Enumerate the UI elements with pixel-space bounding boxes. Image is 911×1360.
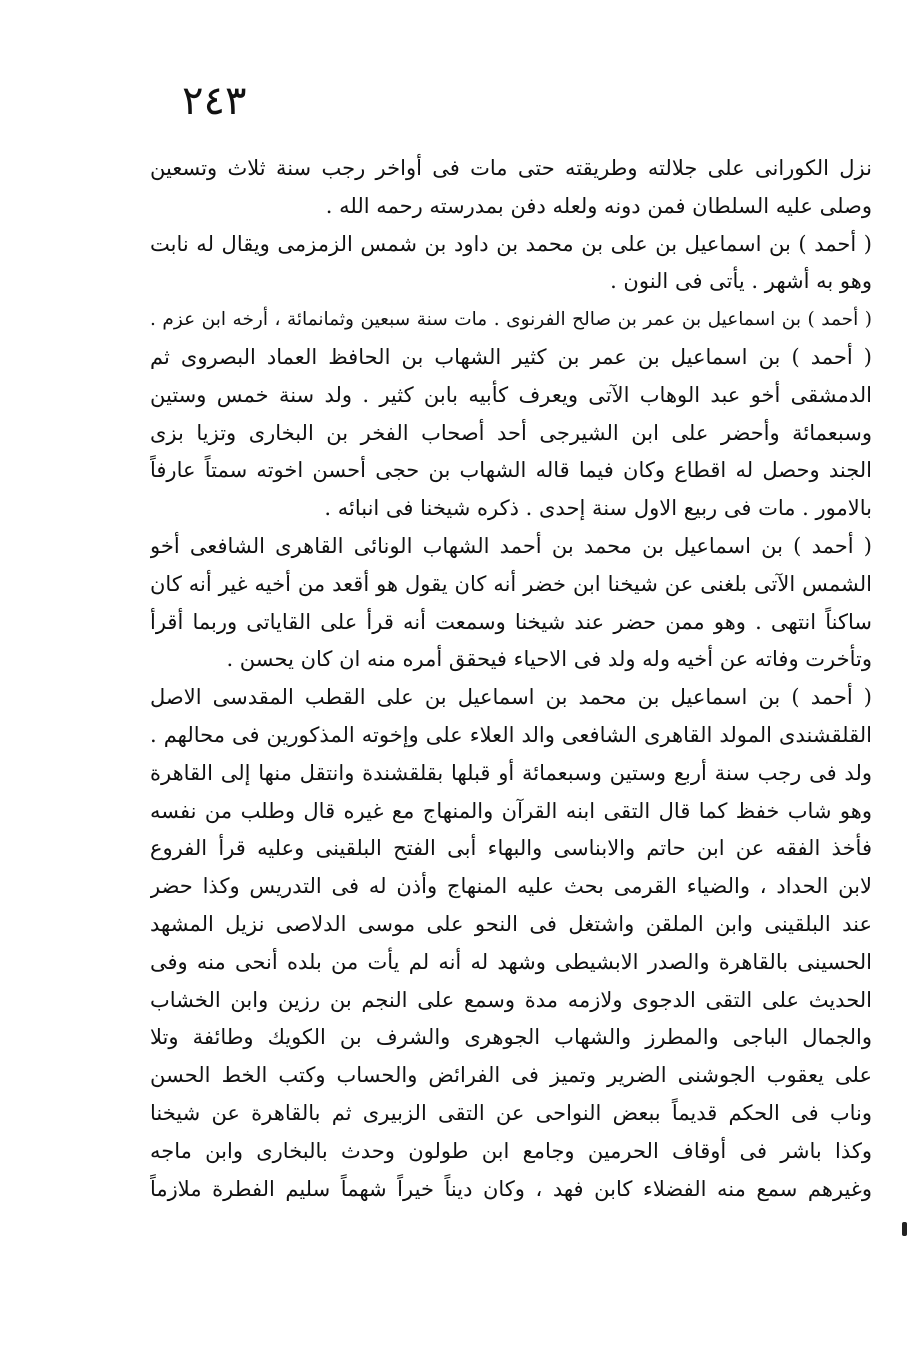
page-number: ٢٤٣ bbox=[182, 78, 247, 124]
text-line: وتأخرت وفاته عن أخيه وله ولد فى الاحياء فيحقق أمره منه ان كان يحسن . bbox=[226, 647, 872, 672]
text-line: القلقشندى المولد القاهرى الشافعى والد العلاء على وإخوته المذكورين فى محالهم . bbox=[150, 722, 872, 747]
text-line: لابن الحداد ، والضياء القرمى بحث عليه المنهاج وأذن له فى التدريس وكذا حضر bbox=[150, 874, 872, 899]
text-line: ( أحمد ) بن اسماعيل بن محمد بن أحمد الشهاب الونائى القاهرى الشافعى أخو bbox=[150, 533, 872, 558]
text-line: ولد فى رجب سنة أربع وستين وسبعمائة أو قبلها بقلقشندة وانتقل منها إلى القاهرة bbox=[150, 760, 872, 785]
text-line: وهو به أشهر . يأتى فى النون . bbox=[610, 269, 872, 294]
text-line: وغيرهم سمع منه الفضلاء كابن فهد ، وكان ديناً خيراً شهماً سليم الفطرة ملازماً bbox=[150, 1176, 872, 1201]
text-line: وسبعمائة وأحضر على ابن الشيرجى أحد أصحاب الفخر بن البخارى وتزيا بزى bbox=[150, 420, 872, 445]
text-line: الحديث على التقى الدجوى ولازمه مدة وسمع على النجم بن رزين وابن الخشاب bbox=[150, 987, 872, 1012]
margin-ink-mark bbox=[902, 1222, 907, 1236]
text-line: وكذا باشر فى أوقاف الحرمين وجامع ابن طولون وحدث بالبخارى وابن ماجه bbox=[150, 1138, 872, 1163]
text-line: ( أحمد ) بن اسماعيل بن عمر بن صالح الفرنوى . مات سنة سبعين وثمانمائة ، أرخه ابن عزم . bbox=[150, 309, 872, 331]
text-line: وهو شاب خفظ كما قال التقى ابنه القرآن والمنهاج مع غيره قال وطلب من نفسه bbox=[150, 798, 872, 823]
text-line: وناب فى الحكم قديماً ببعض النواحى عن التقى الزبيرى ثم بالقاهرة عن شيخنا bbox=[150, 1100, 872, 1125]
text-line: على يعقوب الجوشنى الضرير وتميز فى الفرائض والحساب وكتب الخط الحسن bbox=[150, 1063, 872, 1088]
text-line: وصلى عليه السلطان فمن دونه ولعله دفن بمدرسته رحمه الله . bbox=[325, 193, 872, 218]
text-line: بالامور . مات فى ربيع الاول سنة إحدى . ذكره شيخنا فى انبائه . bbox=[324, 496, 872, 521]
text-line: ( أحمد ) بن اسماعيل بن على بن محمد بن داود بن شمس الزمزمى ويقال له نابت bbox=[150, 231, 872, 256]
text-line: فأخذ الفقه عن ابن حاتم والابناسى والبهاء أبى الفتح البلقينى وعليه قرأ الفروع bbox=[150, 836, 872, 861]
text-line: ( أحمد ) بن اسماعيل بن عمر بن كثير الشهاب بن الحافظ العماد البصروى ثم bbox=[150, 344, 872, 369]
text-line: الشمس الآتى بلغنى عن شيخنا ابن خضر أنه كان يقول هو أقعد من أخيه غير أنه كان bbox=[150, 571, 872, 596]
text-line: والجمال الباجى والمطرز والشهاب الجوهرى والشرف بن الكويك وطائفة وتلا bbox=[150, 1025, 872, 1050]
text-line: الدمشقى أخو عبد الوهاب الآتى ويعرف كأبيه بابن كثير . ولد سنة خمس وستين bbox=[150, 382, 872, 407]
body-text bbox=[150, 150, 872, 1208]
text-line: عند البلقينى وابن الملقن واشتغل فى النحو على موسى الدلاصى نزيل المشهد bbox=[150, 911, 872, 936]
text-line: الجند وحصل له اقطاع وكان فيما قاله الشهاب بن حجى أحسن اخوته سمتاً عارفاً bbox=[150, 458, 872, 483]
text-line: نزل الكورانى على جلالته وطريقته حتى مات فى أواخر رجب سنة ثلاث وتسعين bbox=[150, 156, 872, 180]
text-line: ساكناً انتهى . وهو ممن حضر عند شيخنا وسمعت أنه قرأ على القاياتى وربما أقرأ bbox=[150, 609, 872, 634]
text-line: ( أحمد ) بن اسماعيل بن محمد بن اسماعيل بن على القطب المقدسى الاصل bbox=[150, 685, 872, 710]
text-line: الحسينى بالقاهرة والصدر الابشيطى وشهد له أنه لم يأت من بلده أنحى منه وفى bbox=[150, 949, 872, 974]
